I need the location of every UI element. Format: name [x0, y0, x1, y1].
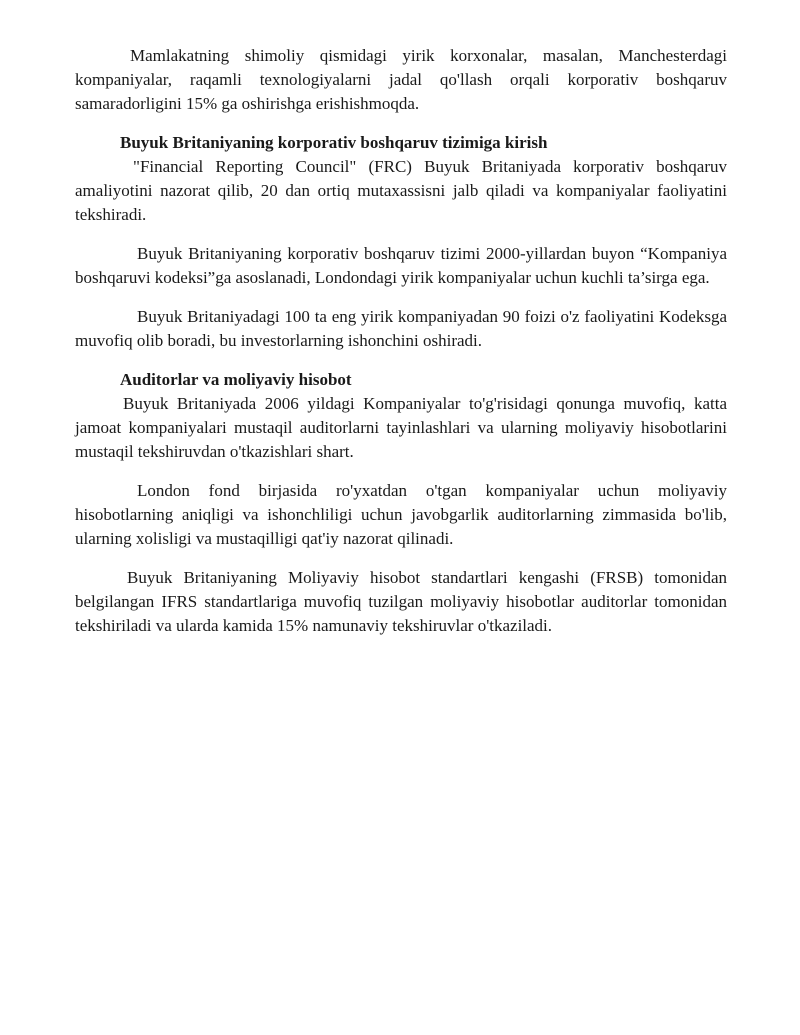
paragraph-gap [75, 290, 727, 305]
paragraph-governance-code: Buyuk Britaniyaning korporativ boshqaruv tizimi 2000-yillardan buyon “Kompaniya boshqaruvi kodeksi”ga asoslanadi, Londondagi yirik kompaniyalar uchun kuchli ta’sirga ega. [75, 244, 727, 287]
paragraph-gap [75, 353, 727, 368]
section-heading-corporate-governance: Buyuk Britaniyaning korporativ boshqaruv tizimiga kirish [120, 133, 548, 152]
paragraph-gap [75, 464, 727, 479]
document-body [75, 44, 727, 638]
paragraph-frsb-ifrs: Buyuk Britaniyaning Moliyaviy hisobot standartlari kengashi (FRSB) tomonidan belgilangan IFRS standartlariga muvofiq tuzilgan moliyaviy hisobotlar auditorlar tomonidan tekshiriladi va ularda kamida 15% namunaviy tekshiruvlar o'tkaziladi. [75, 568, 727, 635]
section-heading-auditors: Auditorlar va moliyaviy hisobot [120, 370, 352, 389]
paragraph-companies-act: Buyuk Britaniyada 2006 yildagi Kompaniyalar to'g'risidagi qonunga muvofiq, katta jamoat kompaniyalari mustaqil auditorlarni tayinlashlari va ularning moliyaviy hisobotlarini mustaqil tekshiruvdan o'tkazishlari shart. [75, 394, 727, 461]
paragraph-frc: "Financial Reporting Council" (FRC) Buyuk Britaniyada korporativ boshqaruv amaliyotini nazorat qilib, 20 dan ortiq mutaxassisni jalb qiladi va kompaniyalar faoliyatini tekshiradi. [75, 157, 727, 224]
paragraph-gap [75, 551, 727, 566]
paragraph-top-100-companies: Buyuk Britaniyadagi 100 ta eng yirik kompaniyadan 90 foizi o'z faoliyatini Kodeksga muvofiq olib boradi, bu investorlarning ishonchini oshiradi. [75, 307, 727, 350]
paragraph-gap [75, 227, 727, 242]
paragraph-manchester: Mamlakatning shimoliy qismidagi yirik korxonalar, masalan, Manchesterdagi kompaniyalar, raqamli texnologiyalarni jadal qo'llash orqali korporativ boshqaruv samaradorligini 15% ga oshirishga erishishmoqda. [75, 46, 727, 113]
paragraph-gap [75, 116, 727, 131]
paragraph-london-stock-exchange: London fond birjasida ro'yxatdan o'tgan kompaniyalar uchun moliyaviy hisobotlarning aniqligi va ishonchliligi uchun javobgarlik auditorlarning zimmasida bo'lib, ularning xolisligi va mustaqilligi qat'iy nazorat qilinadi. [75, 481, 727, 548]
